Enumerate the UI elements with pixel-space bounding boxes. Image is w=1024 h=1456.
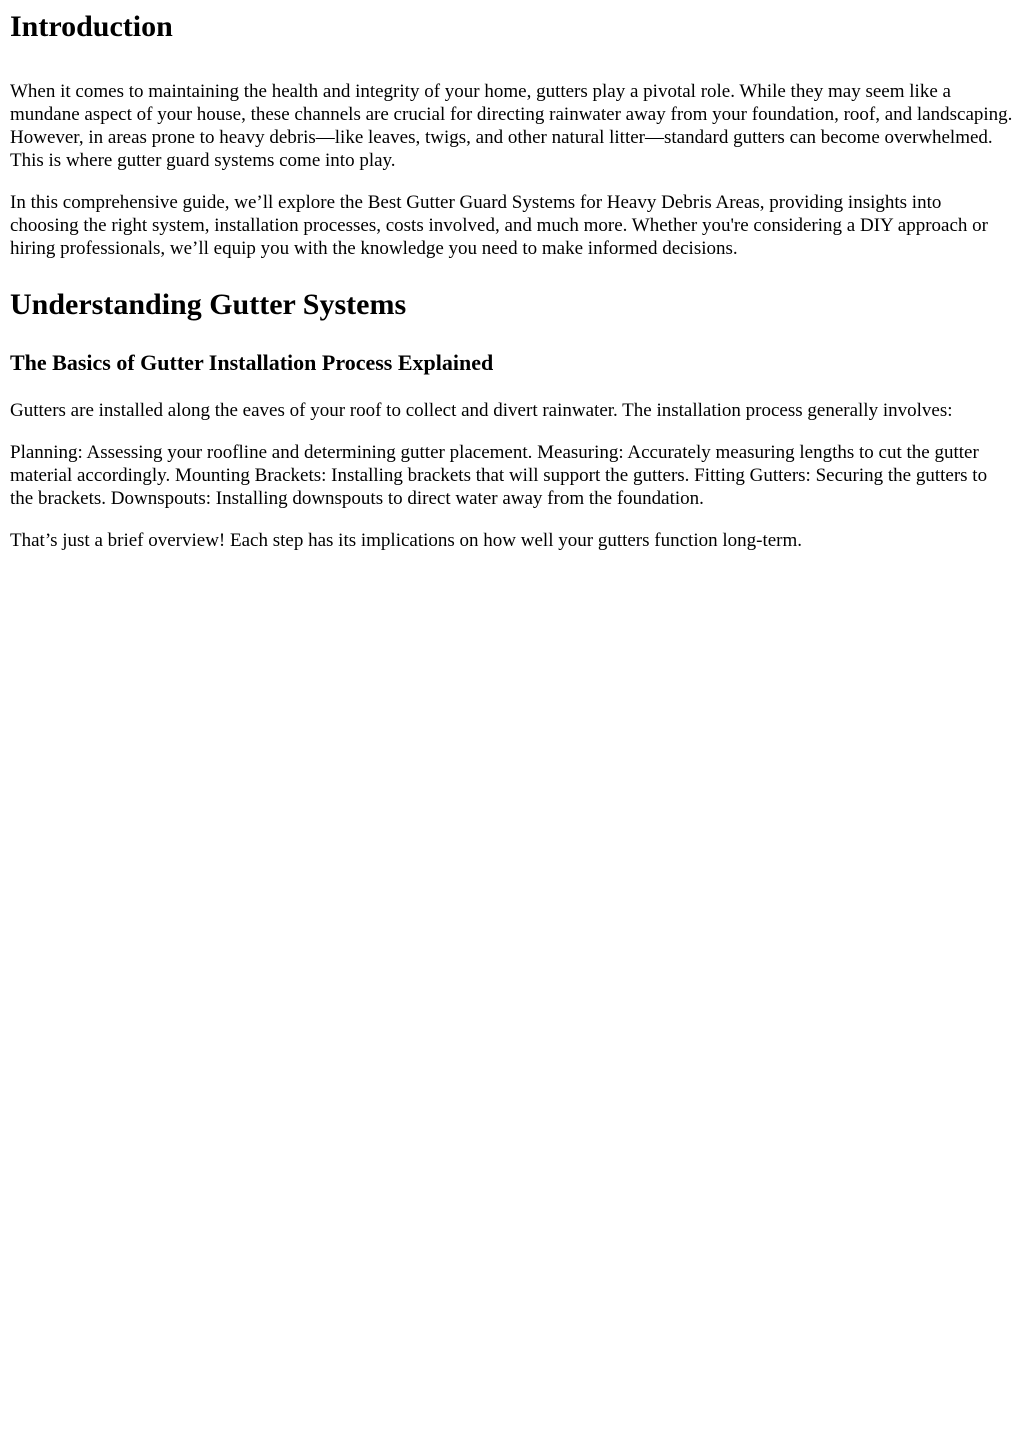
intro-paragraph-1: When it comes to maintaining the health and integrity of your home, gutters play a pivotal role. While they may seem like a mundane aspect of your house, these channels are crucial for directing rainwater away from your foundation, roof, and landscaping. However, in areas prone to heavy debris—like leaves, twigs, and other natural litter—standard gutters can become overwhelmed. This is where gutter guard systems come into play. — [10, 81, 1013, 171]
intro-paragraph-2: In this comprehensive guide, we’ll explore the Best Gutter Guard Systems for Heavy Debris Areas, providing insights into choosing the right system, installation processes, costs involved, and much more. Whether you're considering a DIY approach or hiring professionals, we’ll equip you with the knowledge you need to make informed decisions. — [10, 192, 988, 259]
overview-closing-paragraph: That’s just a brief overview! Each step has its implications on how well your gutters function long-term. — [10, 530, 803, 551]
gutter-installation-basics-heading: The Basics of Gutter Installation Process Explained — [10, 350, 494, 375]
article — [0, 10, 1024, 552]
installation-steps-paragraph: Planning: Assessing your roofline and determining gutter placement. Measuring: Accurately measuring lengths to cut the gutter material accordingly. Mounting Brackets: Installing brackets that will support the gutters. Fitting Gutters: Securing the gutters to the brackets. Downspouts: Installing downspouts to direct water away from the foundation. — [10, 442, 988, 509]
introduction-heading: Introduction — [10, 10, 173, 43]
understanding-gutter-systems-heading: Understanding Gutter Systems — [10, 288, 407, 321]
basics-paragraph-1: Gutters are installed along the eaves of your roof to collect and divert rainwater. The installation process generally involves: — [10, 400, 953, 421]
